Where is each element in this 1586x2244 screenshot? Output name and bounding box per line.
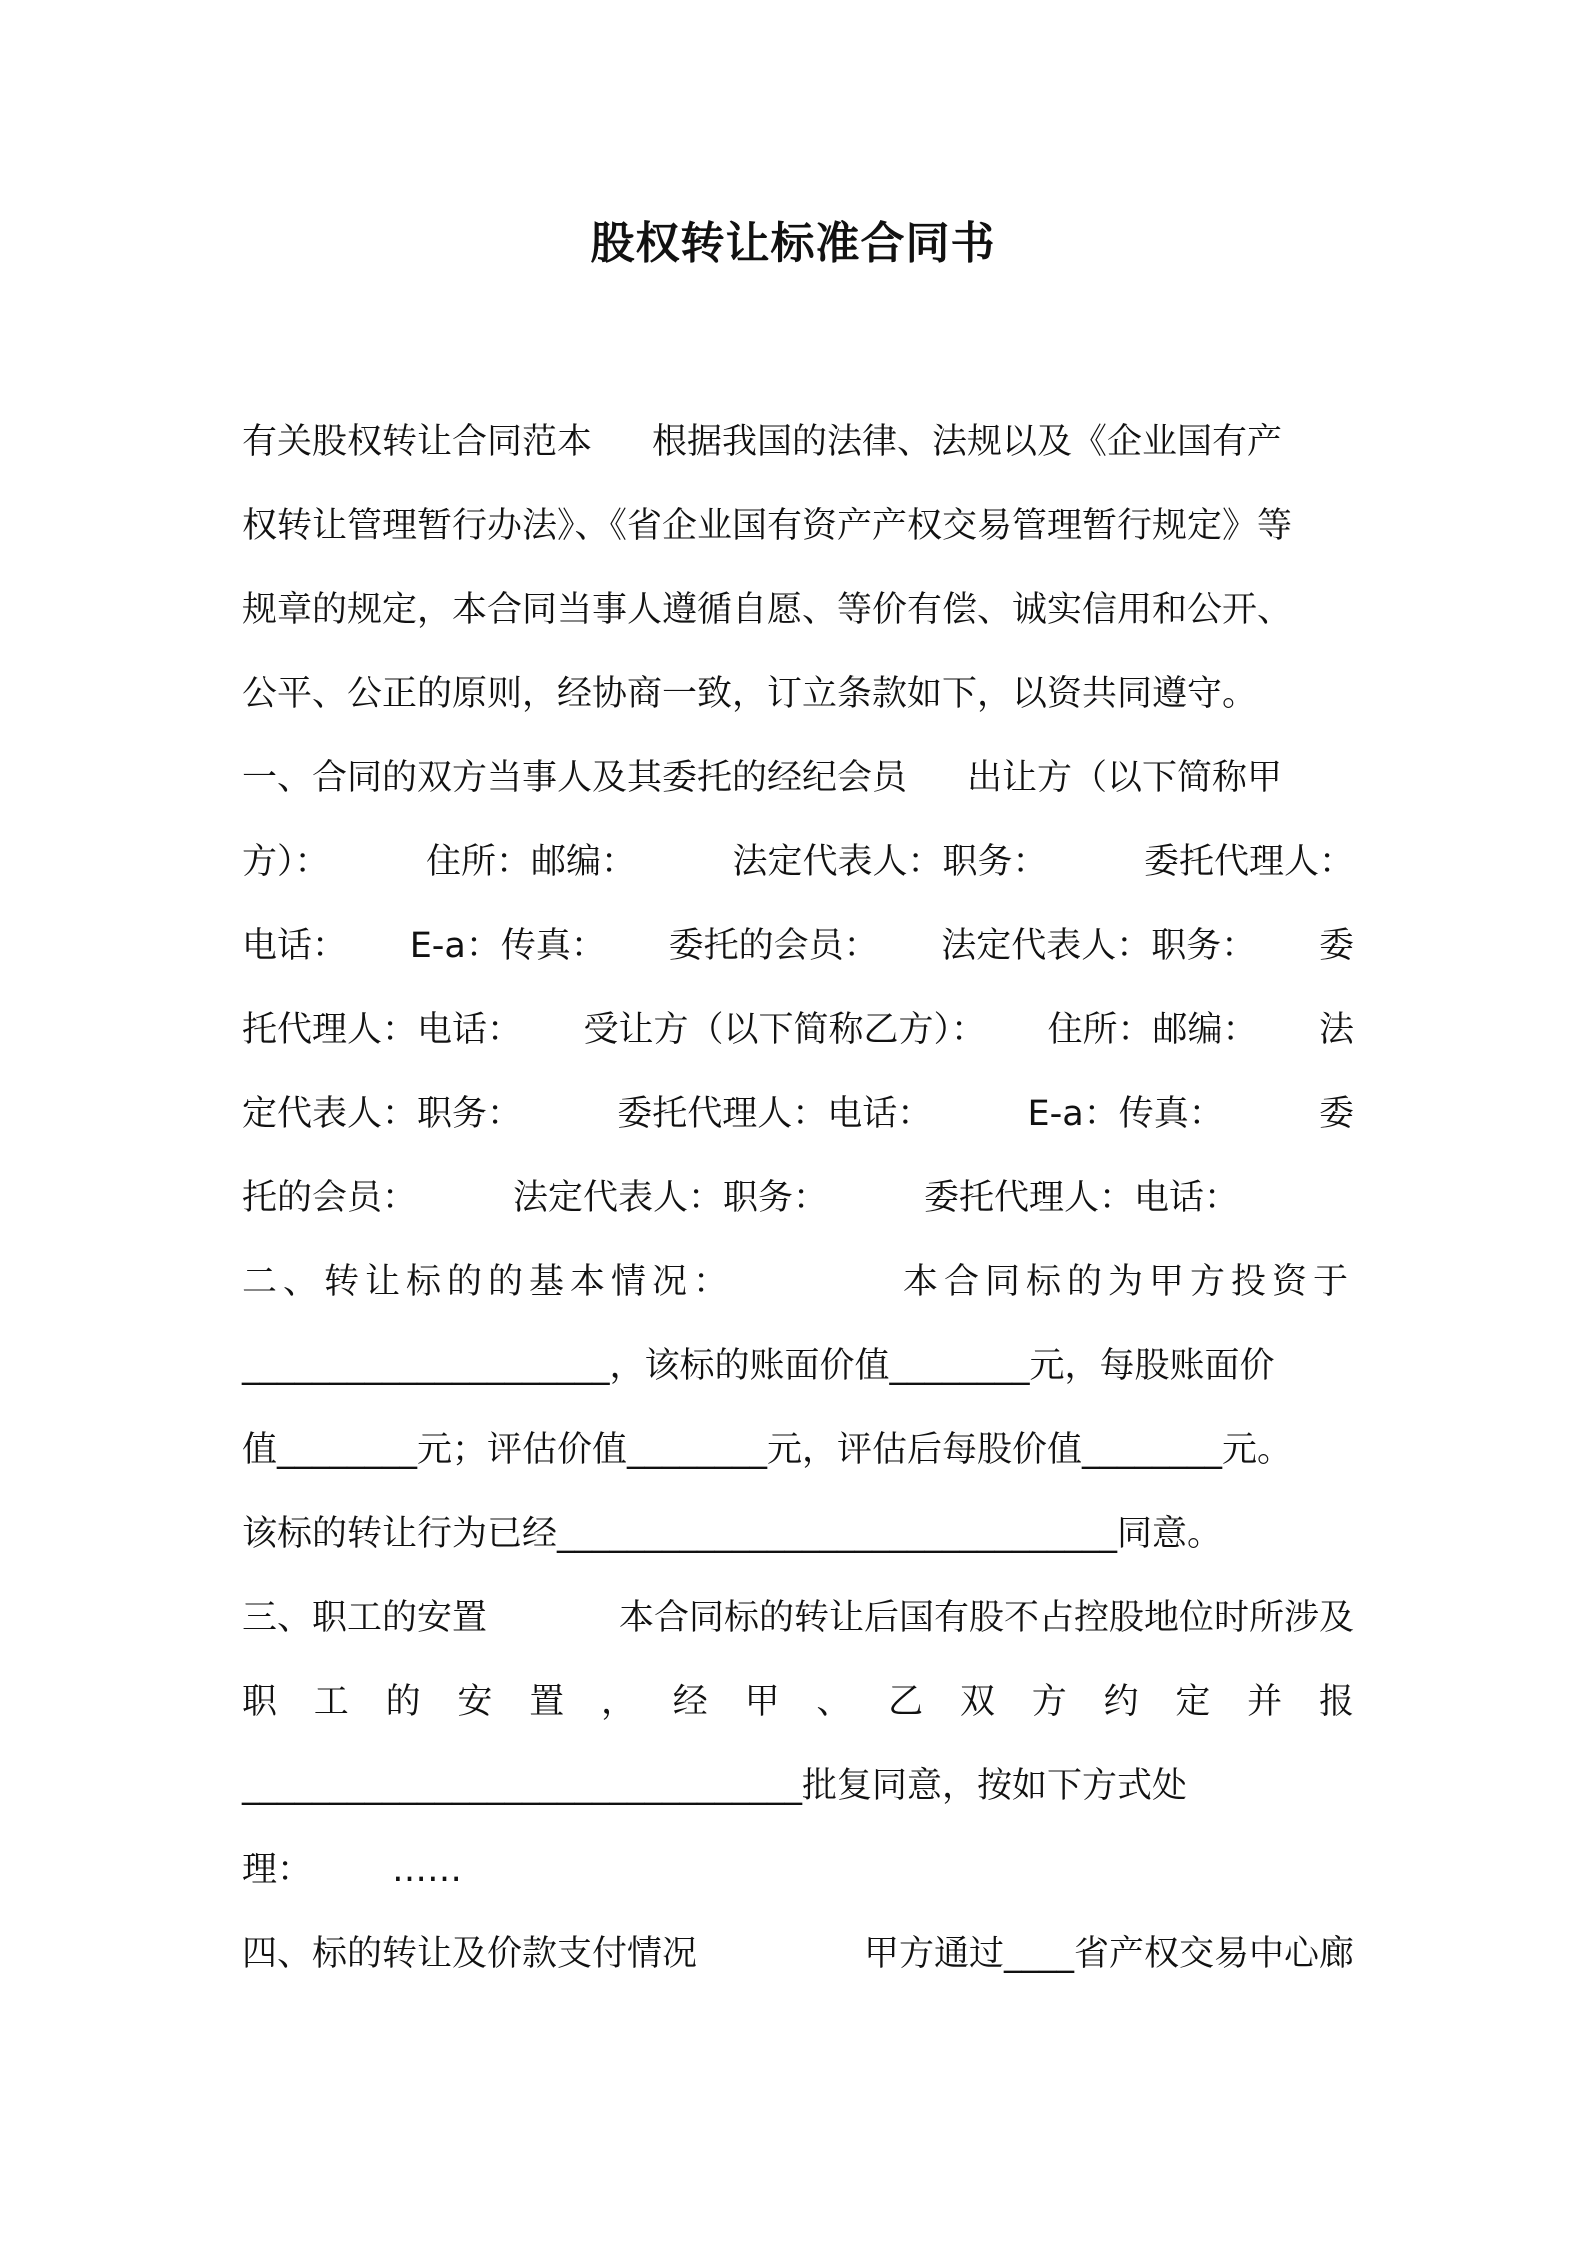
text-segment: 该标的转让行为已经________________________________同意。 [242, 1514, 1223, 1554]
text-segment: 委 [1318, 926, 1354, 966]
text-line [242, 1408, 1354, 1492]
text-line [242, 1912, 1354, 1996]
text-segment: ________________________________批复同意，按如下方式处 [242, 1766, 1188, 1806]
text-line [242, 1156, 1354, 1240]
text-line [242, 1240, 1354, 1324]
text-line [242, 1324, 1354, 1408]
text-segment: 本合同标的为甲方投资于 [902, 1262, 1354, 1302]
text-segment: 理： [242, 1850, 313, 1890]
text-line [242, 1072, 1354, 1156]
text-char: 工 [313, 1682, 349, 1722]
text-segment: 委托代理人：电话： [617, 1094, 933, 1134]
text-char: 职 [242, 1682, 278, 1722]
text-segment: …… [392, 1850, 463, 1890]
text-line [242, 1828, 1354, 1912]
text-segment: 规章的规定，本合同当事人遵循自愿、等价有偿、诚实信用和公开、 [242, 590, 1293, 630]
text-char: 甲 [744, 1682, 780, 1722]
text-char: 乙 [888, 1682, 924, 1722]
text-segment: 托的会员： [242, 1178, 418, 1218]
text-line [242, 1660, 1354, 1744]
text-segment: E-a：传真： [1027, 1094, 1224, 1134]
document-title: 股权转让标准合同书 [590, 218, 996, 269]
text-segment: 法 [1318, 1010, 1354, 1050]
text-char: 安 [457, 1682, 493, 1722]
text-line [242, 652, 1354, 736]
text-segment: 方）： [242, 842, 330, 882]
text-char: 、 [816, 1682, 852, 1722]
text-segment: 一、合同的双方当事人及其委托的经纪会员 [242, 758, 908, 798]
text-char: 的 [385, 1682, 421, 1722]
text-segment: 三、职工的安置 [242, 1598, 488, 1638]
text-line [242, 820, 1354, 904]
text-line [242, 988, 1354, 1072]
text-char: 报 [1318, 1682, 1354, 1722]
text-segment: E-a：传真： [409, 926, 606, 966]
text-char: 定 [1175, 1682, 1211, 1722]
text-char: 置 [529, 1682, 565, 1722]
text-segment: 住所：邮编： [1047, 1010, 1258, 1050]
text-char: 经 [672, 1682, 708, 1722]
text-char: 并 [1247, 1682, 1283, 1722]
text-segment: 电话： [242, 926, 348, 966]
text-segment: 值________元；评估价值________元，评估后每股价值________元。 [242, 1430, 1293, 1470]
text-segment: 根据我国的法律、法规以及《企业国有产 [652, 422, 1283, 462]
text-segment: 委托的会员： [668, 926, 879, 966]
text-segment: 定代表人：职务： [242, 1094, 523, 1134]
text-line [242, 400, 1354, 484]
text-char: 约 [1103, 1682, 1139, 1722]
text-segment: 住所：邮编： [425, 842, 636, 882]
text-line [242, 904, 1354, 988]
text-line [242, 1492, 1354, 1576]
text-segment: 有关股权转让合同范本 [242, 422, 593, 462]
text-segment: 出让方（以下简称甲 [967, 758, 1283, 798]
text-segment: 本合同标的转让后国有股不占控股地位时所涉及 [618, 1598, 1354, 1638]
text-segment: 托代理人：电话： [242, 1010, 523, 1050]
text-line [242, 568, 1354, 652]
text-char: ， [600, 1682, 636, 1722]
text-line [242, 1744, 1354, 1828]
text-segment: 甲方通过____省产权交易中心廊 [863, 1934, 1354, 1974]
text-segment: 委托代理人： [1143, 842, 1354, 882]
text-segment: 委 [1318, 1094, 1354, 1134]
text-segment: 法定代表人：职务： [732, 842, 1048, 882]
text-segment: 四、标的转让及价款支付情况 [242, 1934, 698, 1974]
text-line [242, 1576, 1354, 1660]
text-segment: 法定代表人：职务： [513, 1178, 829, 1218]
text-segment: 公平、公正的原则，经协商一致，订立条款如下，以资共同遵守。 [242, 674, 1258, 714]
text-char: 方 [1031, 1682, 1067, 1722]
text-segment: 权转让管理暂行办法》、《省企业国有资产产权交易管理暂行规定》等 [242, 506, 1293, 546]
text-segment: 委托代理人：电话： [924, 1178, 1240, 1218]
text-segment: 法定代表人：职务： [941, 926, 1257, 966]
text-segment: _____________________，该标的账面价值________元，每股账面价 [242, 1346, 1275, 1386]
text-segment: 受让方（以下简称乙方）： [583, 1010, 986, 1050]
text-char: 双 [959, 1682, 995, 1722]
document-body [242, 400, 1354, 1996]
text-line [242, 484, 1354, 568]
text-line [242, 736, 1354, 820]
text-segment: 二、转让标的的基本情况： [242, 1262, 735, 1302]
